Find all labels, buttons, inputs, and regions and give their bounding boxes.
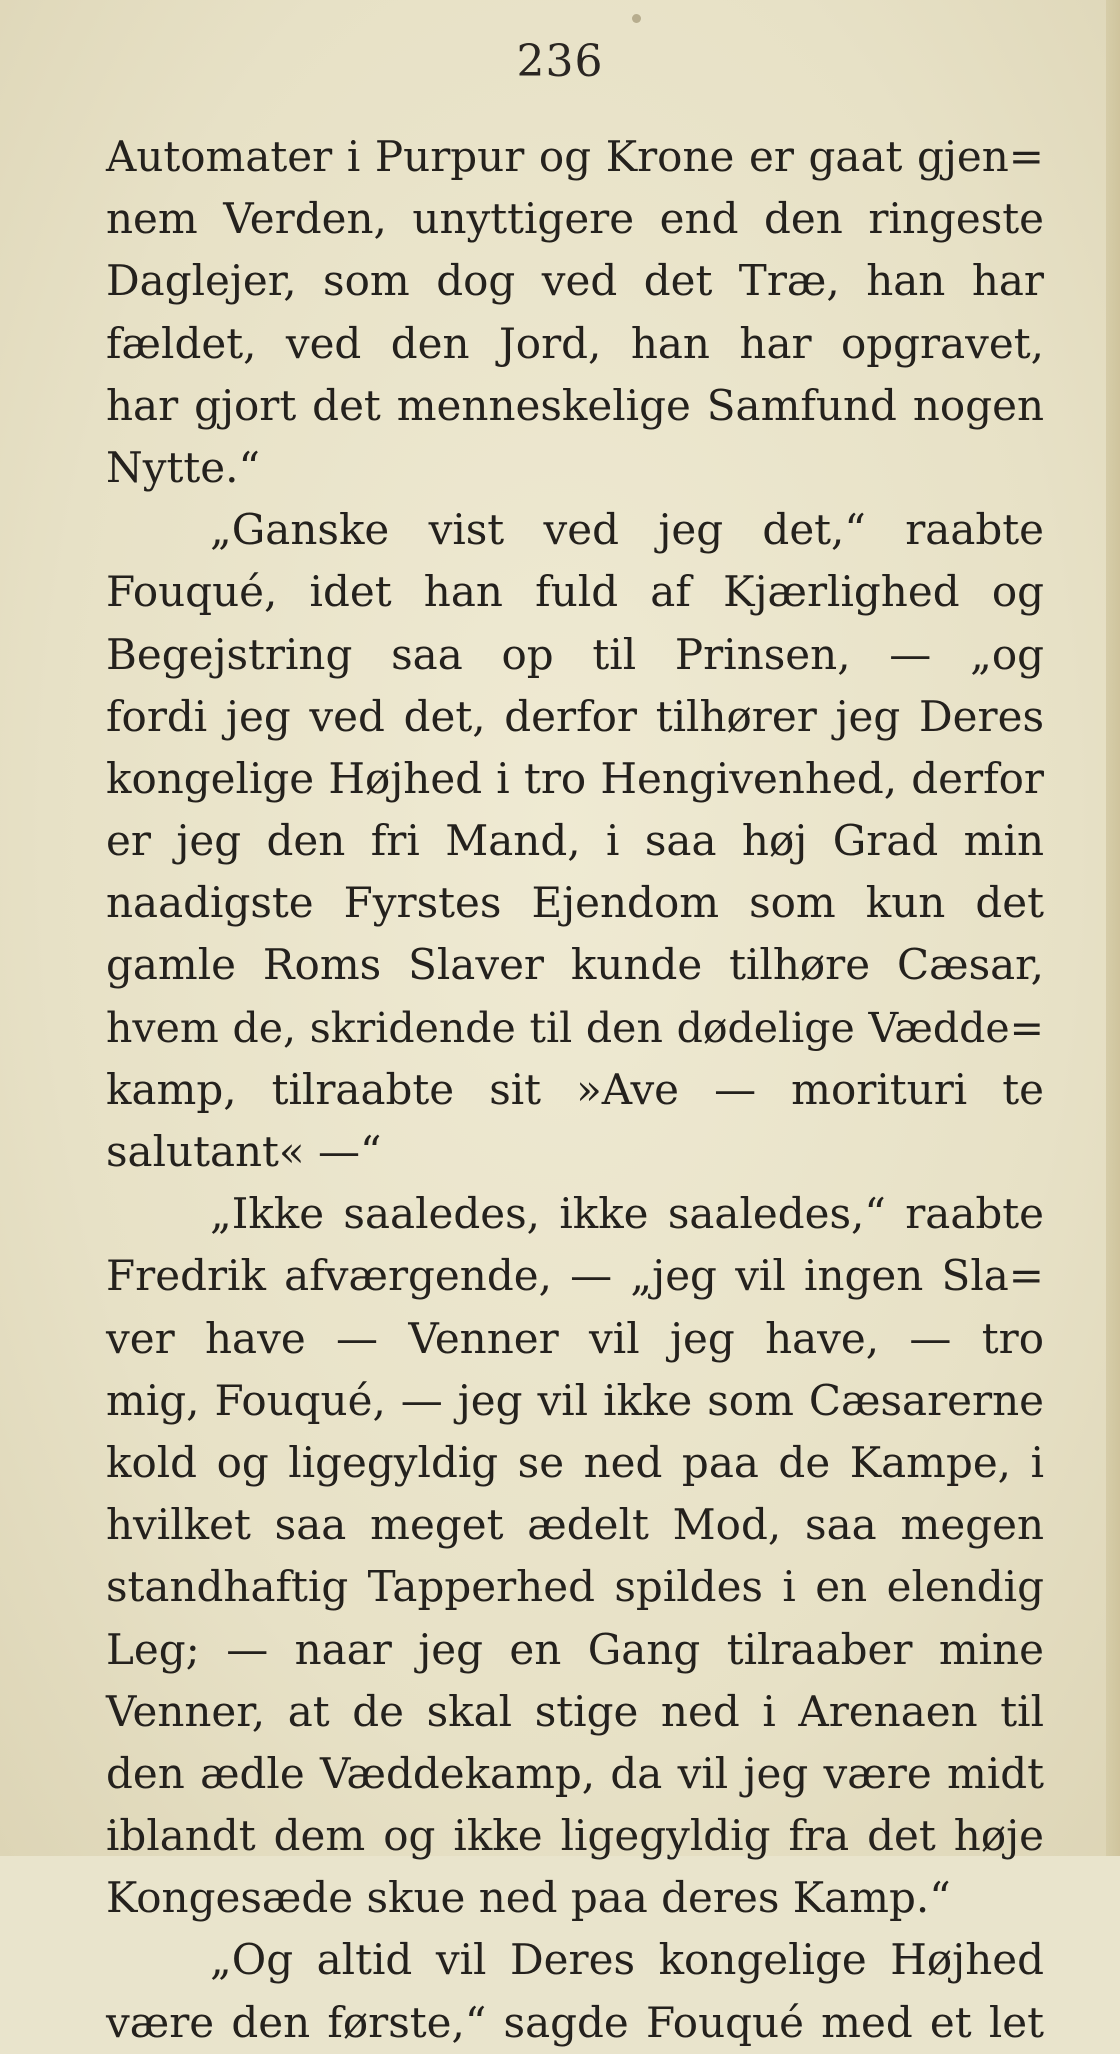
text-line: Venner, at de skal stige ned i Arenaen til [106, 1686, 1044, 1736]
paper-spot [632, 14, 641, 23]
text-line: har gjort det menneskelige Samfund nogen [106, 380, 1044, 430]
text-line: „Ikke saaledes, ikke saaledes,“ raabte [210, 1189, 1044, 1239]
text-line: iblandt dem og ikke ligegyldig fra det høje [106, 1811, 1044, 1861]
text-line: kold og ligegyldig se ned paa de Kampe, i [106, 1437, 1044, 1487]
text-line: Fredrik afværgende, — „jeg vil ingen Sla= [106, 1251, 1044, 1301]
text-line: salutant« —“ [106, 1127, 382, 1176]
text-line: fældet, ved den Jord, han har opgravet, [106, 318, 1044, 368]
text-line: hvilket saa meget ædelt Mod, saa megen [106, 1500, 1044, 1550]
text-line: er jeg den fri Mand, i saa høj Grad min [106, 816, 1044, 866]
text-line: gamle Roms Slaver kunde tilhøre Cæsar, [106, 940, 1044, 990]
text-line: „Og altid vil Deres kongelige Højhed [210, 1935, 1044, 1985]
text-line: Nytte.“ [106, 442, 260, 492]
text-line: kamp, tilraabte sit »Ave — morituri te [106, 1064, 1044, 1114]
text-line: Begejstring saa op til Prinsen, — „og [106, 629, 1044, 679]
text-line: fordi jeg ved det, derfor tilhører jeg Deres [106, 691, 1044, 741]
text-line: Kongesæde skue ned paa deres Kamp.“ [106, 1873, 951, 1923]
text-line: mig, Fouqué, — jeg vil ikke som Cæsarerne [106, 1375, 1044, 1425]
text-line: „Ganske vist ved jeg det,“ raabte [210, 505, 1044, 555]
page-edge [1106, 0, 1120, 1856]
text-line: Automater i Purpur og Krone er gaat gjen= [106, 132, 1044, 181]
text-line: nem Verden, unyttigere end den ringeste [106, 194, 1044, 244]
text-line: kongelige Højhed i tro Hengivenhed, derfor [106, 753, 1044, 803]
page-number: 236 [516, 36, 604, 87]
text-line: den ædle Væddekamp, da vil jeg være midt [106, 1748, 1044, 1798]
text-line: naadigste Fyrstes Ejendom som kun det [106, 878, 1044, 928]
text-line: hvem de, skridende til den dødelige Vædde= [106, 1003, 1044, 1052]
text-line: Leg; — naar jeg en Gang tilraaber mine [106, 1624, 1044, 1674]
body-text [106, 126, 1044, 2054]
text-line: standhaftig Tapperhed spildes i en elendig [106, 1562, 1044, 1612]
text-line: ver have — Venner vil jeg have, — tro [106, 1313, 1044, 1363]
text-line: være den første,“ sagde Fouqué med et let [106, 1997, 1044, 2047]
text-line: Fouqué, idet han fuld af Kjærlighed og [106, 567, 1044, 617]
text-line: Daglejer, som dog ved det Træ, han har [106, 256, 1044, 306]
